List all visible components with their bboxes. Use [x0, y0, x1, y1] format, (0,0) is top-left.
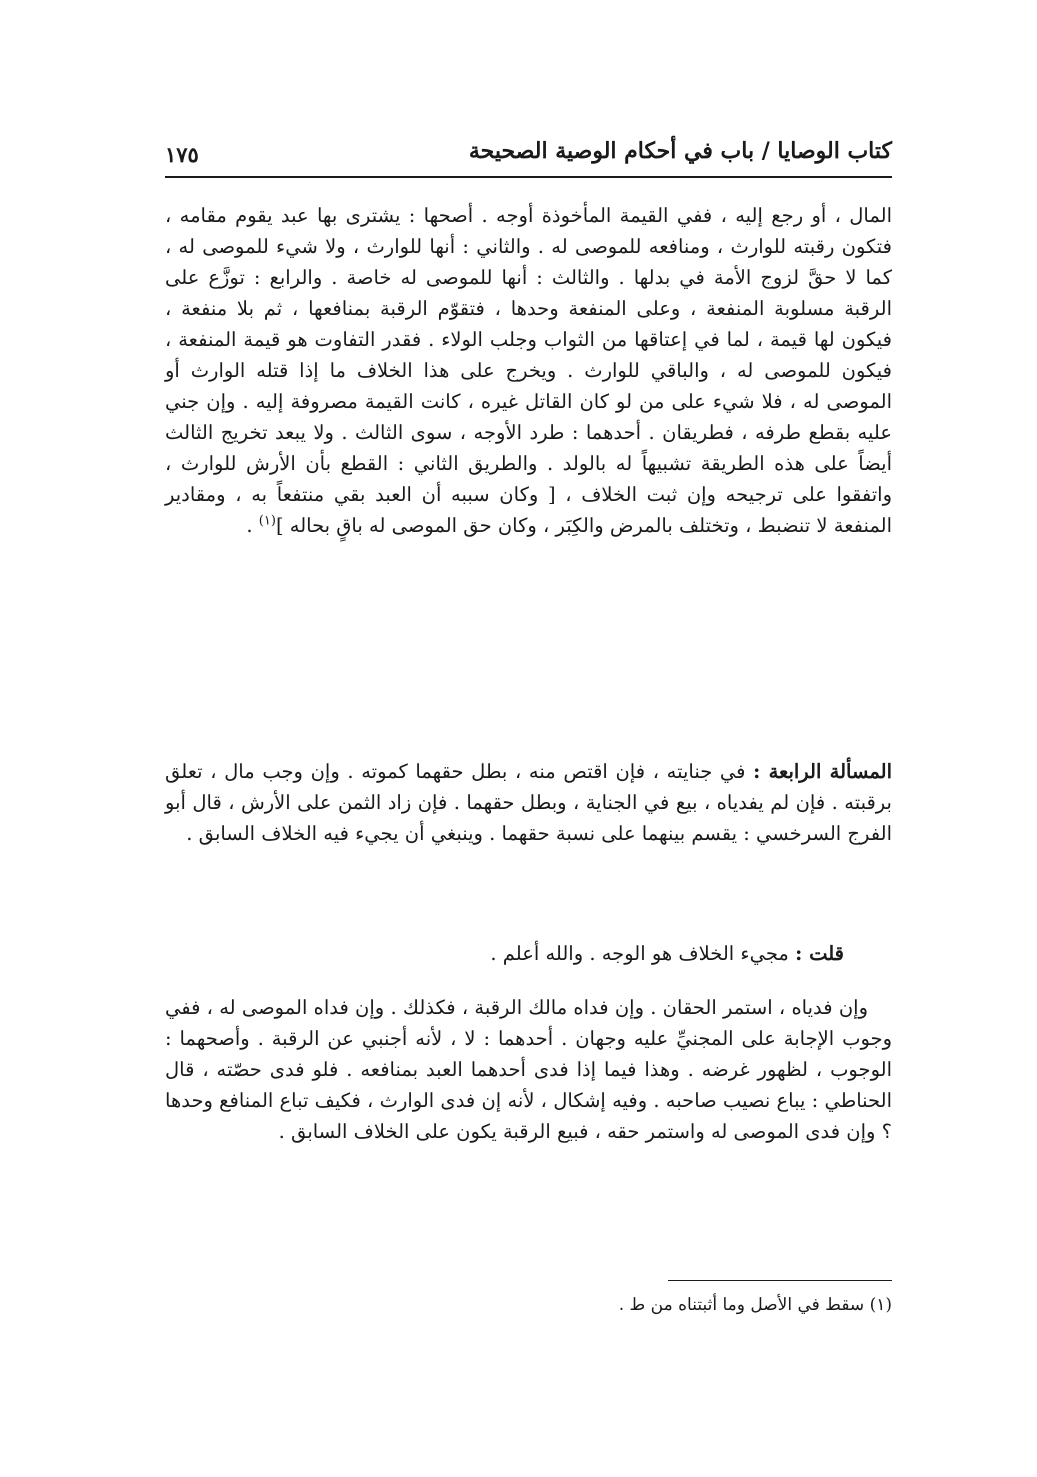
editor-note-lead: قلت : [795, 942, 844, 965]
header-rule [165, 176, 892, 178]
footnote-1 [165, 1292, 892, 1318]
paragraph-2-text [165, 756, 892, 849]
footnote-1-label: (١) [869, 1295, 892, 1315]
paragraph-1-end: . [246, 514, 259, 537]
page-number: ١٧٥ [165, 142, 199, 167]
paragraph-1-body: المال ، أو رجع إليه ، ففي القيمة المأخوذة أوجه . أصحها : يشترى بها عبد يقوم مقامه ، فتكون رقبته للوارث ، ومنافعه للموصى له . والثاني : أنها للوارث ، ولا شيء للموصى له ، كما لا حقَّ لزوج الأمة في بدلها . والثالث : أنها للموصى له خاصة . والرابع : توزَّع على الرقبة مسلوبة المنفعة ، وعلى المنفعة وحدها ، فتقوّم الرقبة بمنافعها ، ثم بلا منفعة ، فيكون لها قيمة ، لما في إعتاقها من الثواب وجلب الولاء . فقدر التفاوت هو قيمة المنفعة ، فيكون للموصى له ، والباقي للوارث . ويخرج على هذا الخلاف ما إذا قتله الوارث أو الموصى له ، فلا شيء على من لو كان القاتل غيره ، كانت القيمة مصروفة إليه . وإن جني عليه بقطع طرفه ، فطريقان . أحدهما : طرد الأوجه ، سوى الثالث . ولا يبعد تخريج الثالث أيضاً على هذه الطريقة تشبيهاً له بالولد . والطريق الثاني : القطع بأن الأرش للوارث ، واتفقوا على ترجيحه وإن ثبت الخلاف ، [ وكان سببه أن العبد بقي منتفعاً به ، ومقادير المنفعة لا تنضبط ، وتختلف بالمرض والكِبَر ، وكان حق الموصى له باقٍ بحاله ] [165, 204, 892, 537]
paragraph-4-text: وإن فدياه ، استمر الحقان . وإن فداه مالك الرقبة ، فكذلك . وإن فداه الموصى له ، ففي وجوب الإجابة على المجنيِّ عليه وجهان . أحدهما : لا ، لأنه أجنبي عن الرقبة . وأصحهما : الوجوب ، لظهور غرضه . وهذا فيما إذا فدى أحدهما العبد بمنافعه . فلو فدى حصّته ، قال الحناطي : يباع نصيب صاحبه . وفيه إشكال ، لأنه إن فدى الوارث ، فكيف تباع المنافع وحدها ؟ وإن فدى الموصى له واستمر حقه ، فبيع الرقبة يكون على الخلاف السابق . [165, 996, 892, 1143]
paragraph-3-body: مجيء الخلاف هو الوجه . والله أعلم . [490, 942, 796, 965]
paragraph-3-text [165, 938, 892, 969]
footnote-reference[interactable]: (١) [258, 513, 276, 529]
section-heading-fourth-issue: المسألة الرابعة : [753, 760, 893, 783]
footnote-1-text: سقط في الأصل وما أثبتناه من ط . [618, 1295, 865, 1315]
paragraph-1-text [165, 200, 892, 541]
running-header-title: كتاب الوصايا / باب في أحكام الوصية الصحيحة [468, 138, 892, 164]
paragraph-2 [165, 756, 892, 849]
paragraph-3 [165, 938, 892, 969]
paragraph-4 [165, 992, 892, 1147]
running-header [165, 138, 892, 178]
paragraph-2-body: في جنايته ، فإن اقتص منه ، بطل حقهما كموته . وإن وجب مال ، تعلق برقبته . فإن لم يفدياه ، بيع في الجناية ، وبطل حقهما . فإن زاد الثمن على الأرش ، قال أبو الفرج السرخسي : يقسم بينهما على نسبة حقهما . وينبغي أن يجيء فيه الخلاف السابق . [165, 760, 892, 845]
footnote-rule [668, 1280, 892, 1281]
paragraph-1 [165, 200, 892, 541]
